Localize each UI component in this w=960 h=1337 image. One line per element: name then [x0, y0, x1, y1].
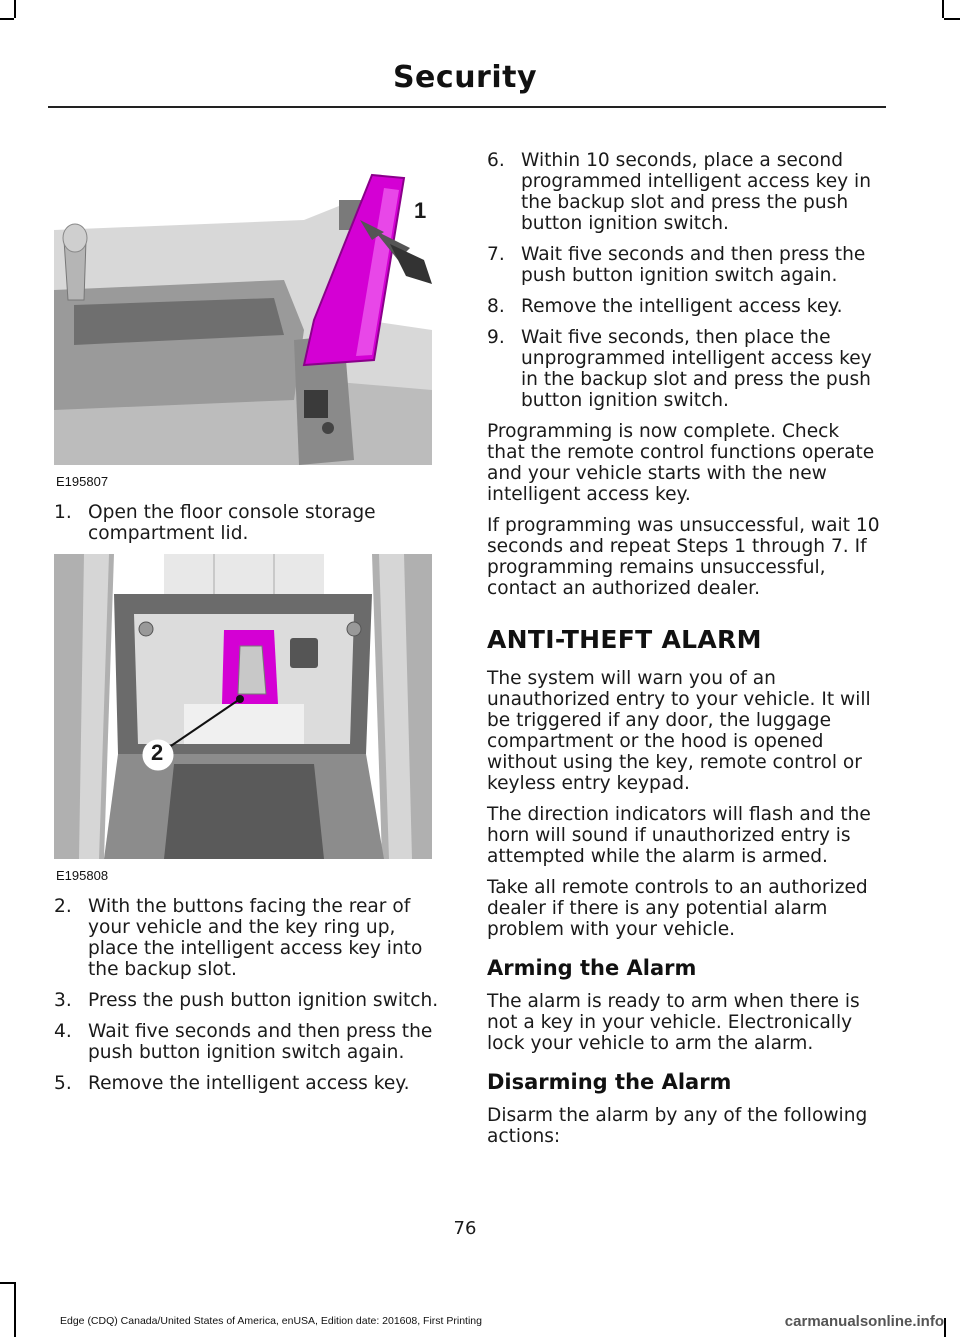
list-item [54, 990, 446, 1011]
step-text: Open the floor console storage compartment lid. [88, 502, 376, 544]
programming-unsuccessful-text: If programming was unsuccessful, wait 10 seconds and repeat Steps 1 through 7. If programming remains unsuccessful, contact an authorized dealer. [487, 515, 880, 599]
step-text: Within 10 seconds, place a second programmed intelligent access key in the backup slot and press the push button ignition switch. [521, 150, 872, 234]
page-title: Security [392, 60, 538, 95]
disarming-text: Disarm the alarm by any of the following actions: [487, 1105, 868, 1147]
step-text: Remove the intelligent access key. [88, 1073, 410, 1094]
crop-mark [942, 0, 944, 18]
list-item [54, 1073, 446, 1094]
right-steps-list [487, 150, 882, 411]
watermark: carmanualsonline.info [784, 1313, 944, 1330]
page-number: 76 [453, 1218, 477, 1239]
left-column [54, 160, 446, 1104]
callout-number: 1 [414, 198, 427, 223]
list-item [54, 1021, 446, 1063]
edition-footer: Edge (CDQ) Canada/United States of America, enUSA, Edition date: 201608, First Printing [60, 1315, 482, 1327]
step-number: 7. [487, 244, 505, 265]
figure-code: E195807 [56, 474, 109, 489]
alarm-paragraph: The system will warn you of an unauthorized entry to your vehicle. It will be triggered if any door, the luggage compartment or the hood is opened without using the key, remote control or keyless entry keypad. [487, 668, 871, 794]
list-item [487, 296, 882, 317]
step-text: Wait five seconds and then press the push button ignition switch again. [88, 1021, 433, 1063]
step-text: Press the push button ignition switch. [88, 990, 439, 1011]
callout-number: 2 [151, 740, 164, 765]
step-number: 8. [487, 296, 505, 317]
step-text: Remove the intelligent access key. [521, 296, 843, 317]
crop-mark [0, 1282, 14, 1284]
backup-slot-illustration [54, 554, 432, 859]
console-lid-illustration [54, 160, 432, 465]
section-heading-anti-theft-alarm: ANTI-THEFT ALARM [487, 625, 762, 654]
step-number: 9. [487, 327, 505, 348]
crop-mark [14, 0, 16, 18]
step-number: 5. [54, 1073, 72, 1094]
programming-complete-text: Programming is now complete. Check that the remote control functions operate and your vehicle starts with the new intelligent access key. [487, 421, 875, 505]
list-item [487, 150, 882, 234]
figure-console-lid [54, 160, 432, 490]
subheading-arming: Arming the Alarm [487, 956, 697, 980]
step-text: With the buttons facing the rear of your vehicle and the key ring up, place the intelligent access key into the backup slot. [88, 896, 423, 980]
crop-mark [0, 18, 14, 20]
header-rule [48, 106, 886, 108]
crop-mark [944, 1318, 946, 1337]
list-item [487, 244, 882, 286]
subheading-disarming: Disarming the Alarm [487, 1070, 732, 1094]
figure-backup-slot [54, 554, 432, 884]
step-number: 6. [487, 150, 505, 171]
list-item [54, 502, 446, 544]
left-steps-list-b [54, 896, 446, 1094]
crop-mark [944, 18, 960, 20]
step-number: 2. [54, 896, 72, 917]
right-column [487, 150, 882, 1157]
list-item [54, 896, 446, 980]
alarm-paragraph: The direction indicators will flash and the horn will sound if unauthorized entry is attempted while the alarm is armed. [487, 804, 871, 867]
step-number: 4. [54, 1021, 72, 1042]
step-number: 3. [54, 990, 72, 1011]
crop-mark [14, 1282, 16, 1337]
alarm-paragraph: Take all remote controls to an authorized dealer if there is any potential alarm problem with your vehicle. [487, 877, 868, 940]
step-text: Wait five seconds and then press the push button ignition switch again. [521, 244, 866, 286]
figure-code: E195808 [56, 868, 109, 883]
step-text: Wait five seconds, then place the unprogrammed intelligent access key in the backup slot and press the push button ignition switch. [521, 327, 872, 411]
list-item [487, 327, 882, 411]
left-steps-list-a [54, 502, 446, 544]
step-number: 1. [54, 502, 72, 523]
arming-text: The alarm is ready to arm when there is not a key in your vehicle. Electronically lock your vehicle to arm the alarm. [487, 991, 860, 1054]
